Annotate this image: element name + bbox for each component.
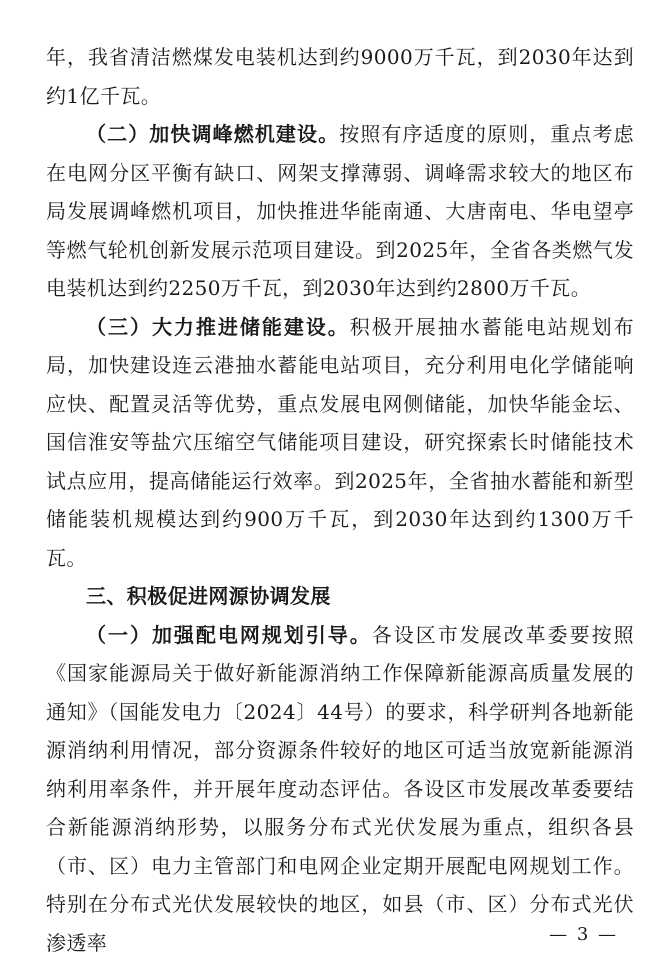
paragraph-body-distribution-planning: 各设区市发展改革委要按照《国家能源局关于做好新能源消纳工作保障新能源高质量发展的通知》（国能发电力〔2024〕44号）的要求，科学研判各地新能源消纳利用情况，部分资源条件较好的地区可适当放宽新能源消纳利用率条件，并开展年度动态评估。各设区市发展改革委要结合新能源消纳形势，以服务分布式光伏发展为重点，组织各县（市、区）电力主管部门和电网企业定期开展配电网规划工作。特别在分布式光伏发展较快的地区，如县（市、区）分布式光伏渗透率	[46, 622, 634, 955]
document-page	[46, 38, 634, 962]
paragraph-energy-storage	[46, 308, 634, 578]
page-number: — 3 —	[549, 924, 618, 945]
section-heading-grid-coordination: 三、积极促进网源协调发展	[86, 584, 331, 608]
paragraph-body-gas-peaking: 按照有序适度的原则，重点考虑在电网分区平衡有缺口、网架支撑薄弱、调峰需求较大的地区布局发展调峰燃机项目，加快推进华能南通、大唐南电、华电望亭等燃气轮机创新发展示范项目建设。到2025年，全省各类燃气发电装机达到约2250万千瓦，到2030年达到约2800万千瓦。	[46, 122, 634, 300]
subsection-title-energy-storage: （三）大力推进储能建设。	[86, 314, 350, 339]
subsection-title-distribution-planning: （一）加强配电网规划引导。	[86, 622, 372, 647]
paragraph-distribution-planning	[46, 616, 634, 963]
paragraph-body-energy-storage: 积极开展抽水蓄能电站规划布局，加快建设连云港抽水蓄能电站项目，充分利用电化学储能响应快、配置灵活等优势，重点发展电网侧储能，加快华能金坛、国信淮安等盐穴压缩空气储能项目建设，研究探索长时储能技术试点应用，提高储能运行效率。到2025年，全省抽水蓄能和新型储能装机规模达到约900万千瓦，到2030年达到约1300万千瓦。	[46, 314, 634, 570]
subsection-title-gas-peaking: （二）加快调峰燃机建设。	[86, 122, 340, 146]
paragraph-coal-capacity: 年，我省清洁燃煤发电装机达到约9000万千瓦，到2030年达到约1亿千瓦。	[46, 45, 634, 108]
paragraph-gas-peaking	[46, 115, 634, 308]
